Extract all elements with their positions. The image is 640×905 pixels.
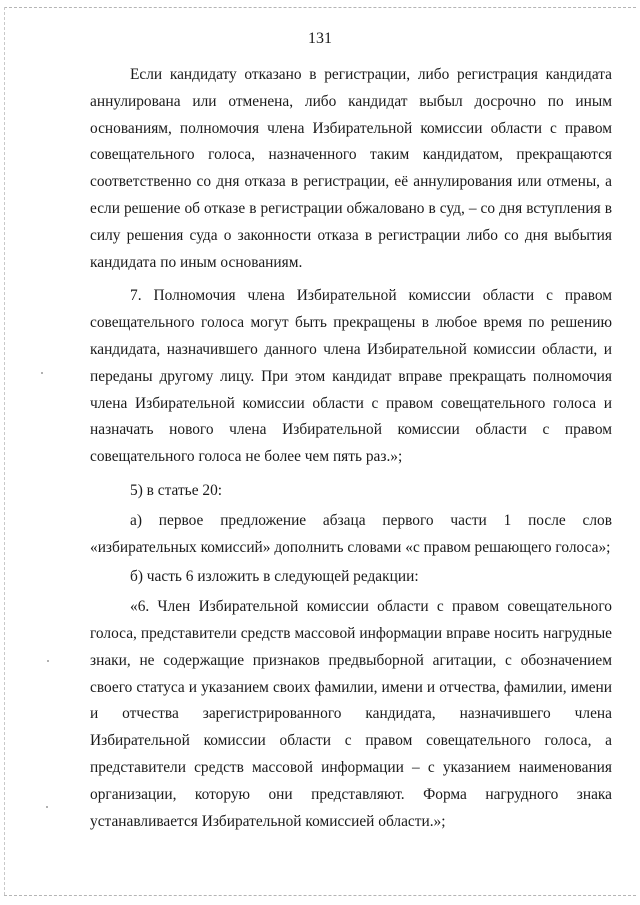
scan-edge-left xyxy=(4,7,5,895)
paragraph-amendment-5b: б) часть 6 изложить в следующей редакции: xyxy=(130,568,419,586)
paragraph-item-7: 7. Полномочия члена Избирательной комиссии области с правом совещательного голоса могут быть прекращены в любое время по решению кандидата, назначившего данного члена Избирательной комиссии области, и переданы другому лицу. При этом кандидат вправе прекращать полномочия члена Избирательной комиссии области с правом совещательного голоса и назначать нового члена Избирательной комиссии области с правом совещательного голоса не более чем пять раз.»; xyxy=(90,287,612,466)
scan-speck xyxy=(46,806,48,808)
scan-edge-top xyxy=(4,7,636,8)
paragraph-termination-on-refusal: Если кандидату отказано в регистрации, либо регистрация кандидата аннулирована или отменена, либо кандидат выбыл досрочно по иным основаниям, полномочия члена Избирательной комиссии области с правом совещательного голоса, назначенного таким кандидатом, прекращаются соответственно со дня отказа в регистрации, её аннулирования или отмены, а если решение об отказе в регистрации обжаловано в суд, – со дня вступления в силу решения суда о законности отказа в регистрации либо со дня выбытия кандидата по иным основаниям. xyxy=(90,66,612,271)
scan-speck xyxy=(41,372,43,374)
paragraph-amendment-5: 5) в статье 20: xyxy=(130,481,223,499)
scan-edge-bottom xyxy=(4,895,636,896)
page-number: 131 xyxy=(308,30,332,47)
paragraph-amendment-5a: а) первое предложение абзаца первого части 1 после слов «избирательных комиссий» дополнить словами «с правом решающего голоса»; xyxy=(90,511,612,556)
scan-speck xyxy=(47,660,49,662)
paragraph-new-part-6: «6. Член Избирательной комиссии области с правом совещательного голоса, представители средств массовой информации вправе носить нагрудные знаки, не содержащие признаков предвыборной агитации, с обозначением своего статуса и указанием своих фамилии, имени и отчества, фамилии, имени и отчества зарегистрированного кандидата, назначившего члена Избирательной комиссии области с правом совещательного голоса, а представители средств массовой информации – с указанием наименования организации, которую они представляют. Форма нагрудного знака устанавливается Избирательной комиссией области.»; xyxy=(90,598,612,830)
document-body xyxy=(90,62,612,838)
